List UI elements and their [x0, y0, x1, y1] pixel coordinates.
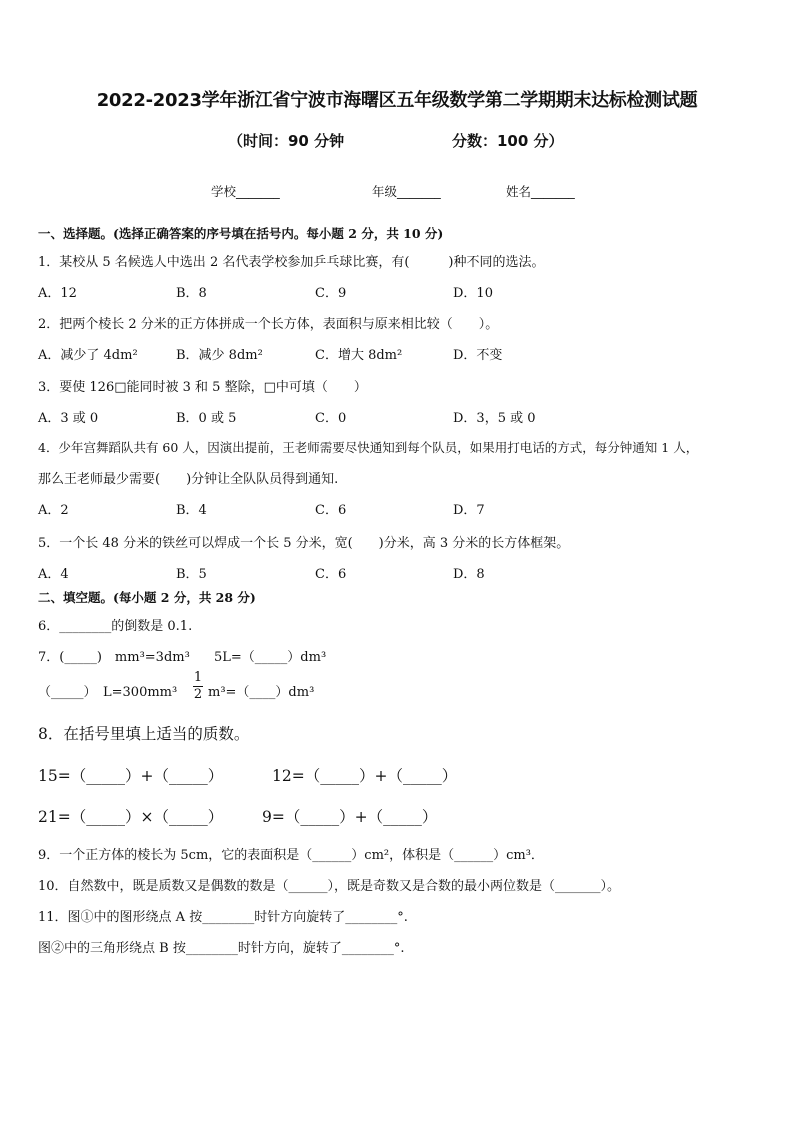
- option: B．4: [176, 503, 207, 518]
- option: A．2: [38, 503, 69, 518]
- question-11-line-1: 11．图①中的图形绕点 A 按________时针方向旋转了________°.: [38, 910, 408, 925]
- option: D．7: [453, 503, 485, 518]
- question-8-a: 15=（_____）+（_____）: [38, 767, 224, 785]
- section-heading-choice: 一、选择题。(选择正确答案的序号填在括号内。每小题 2 分，共 10 分): [38, 226, 444, 241]
- question-8-d: 9=（_____）+（_____）: [262, 808, 438, 826]
- question-text: 1．某校从 5 名候选人中选出 2 名代表学校参加乒乓球比赛，有( )种不同的选法。: [38, 255, 545, 270]
- option: D．3，5 或 0: [453, 411, 536, 426]
- name-field: 姓名_______: [506, 184, 575, 199]
- option: B．5: [176, 567, 207, 582]
- option: D．不变: [453, 348, 503, 363]
- grade-field: 年级_______: [372, 184, 441, 199]
- option: D．8: [453, 567, 485, 582]
- option: C．0: [315, 411, 347, 426]
- fraction-denominator: 2: [193, 687, 203, 702]
- school-field: 学校_______: [211, 184, 280, 199]
- question-7-part-a: 7．(_____) mm³=3dm³: [38, 650, 190, 665]
- option: D．10: [453, 286, 493, 301]
- question-8-c: 21=（_____）×（_____）: [38, 808, 224, 826]
- option: A．12: [38, 286, 77, 301]
- option: B．减少 8dm²: [176, 348, 263, 363]
- question-7-part-d: m³=（____）dm³: [208, 685, 315, 700]
- question-8: 8．在括号里填上适当的质数。: [38, 725, 250, 743]
- question-text: 5．一个长 48 分米的铁丝可以焊成一个长 5 分米，宽( )分米，高 3 分米的长方体框架。: [38, 536, 570, 551]
- exam-time: （时间：90 分钟: [228, 132, 345, 150]
- question-10: 10．自然数中，既是质数又是偶数的数是（______），既是奇数又是合数的最小两位数是（_______）。: [38, 879, 621, 894]
- fraction-one-half: [193, 671, 203, 702]
- option: A．4: [38, 567, 69, 582]
- question-9: 9．一个正方体的棱长为 5cm，它的表面积是（______）cm²，体积是（______）cm³．: [38, 848, 544, 863]
- question-text: 4．少年宫舞蹈队共有 60 人，因演出提前，王老师需要尽快通知到每个队员，如果用打电话的方式，每分钟通知 1 人，: [38, 440, 699, 455]
- option: A．3 或 0: [38, 411, 99, 426]
- exam-title: 2022-2023学年浙江省宁波市海曙区五年级数学第二学期期末达标检测试题: [96, 90, 698, 111]
- option: C．6: [315, 567, 347, 582]
- option: C．增大 8dm²: [315, 348, 403, 363]
- question-text: 2．把两个棱长 2 分米的正方体拼成一个长方体，表面积与原来相比较（ ）。: [38, 317, 499, 332]
- option: C．9: [315, 286, 347, 301]
- question-text: 3．要使 126□能同时被 3 和 5 整除，□中可填（ ）: [38, 380, 367, 395]
- option: A．减少了 4dm²: [38, 348, 138, 363]
- fraction-numerator: 1: [193, 670, 203, 685]
- section-heading-fill: 二、填空题。(每小题 2 分，共 28 分): [38, 590, 256, 605]
- question-7-part-c: （_____） L=300mm³: [38, 685, 178, 700]
- option: B．0 或 5: [176, 411, 237, 426]
- question-7-part-b: 5L=（_____）dm³: [214, 650, 327, 665]
- question-6: 6．________的倒数是 0.1.: [38, 619, 193, 634]
- question-11-line-2: 图②中的三角形绕点 B 按________时针方向，旋转了________°.: [38, 941, 405, 956]
- question-8-b: 12=（_____）+（_____）: [272, 767, 458, 785]
- exam-score: 分数：100 分）: [452, 132, 564, 150]
- option: C．6: [315, 503, 347, 518]
- question-text-continued: 那么王老师最少需要( )分钟让全队队员得到通知.: [38, 472, 339, 487]
- option: B．8: [176, 286, 207, 301]
